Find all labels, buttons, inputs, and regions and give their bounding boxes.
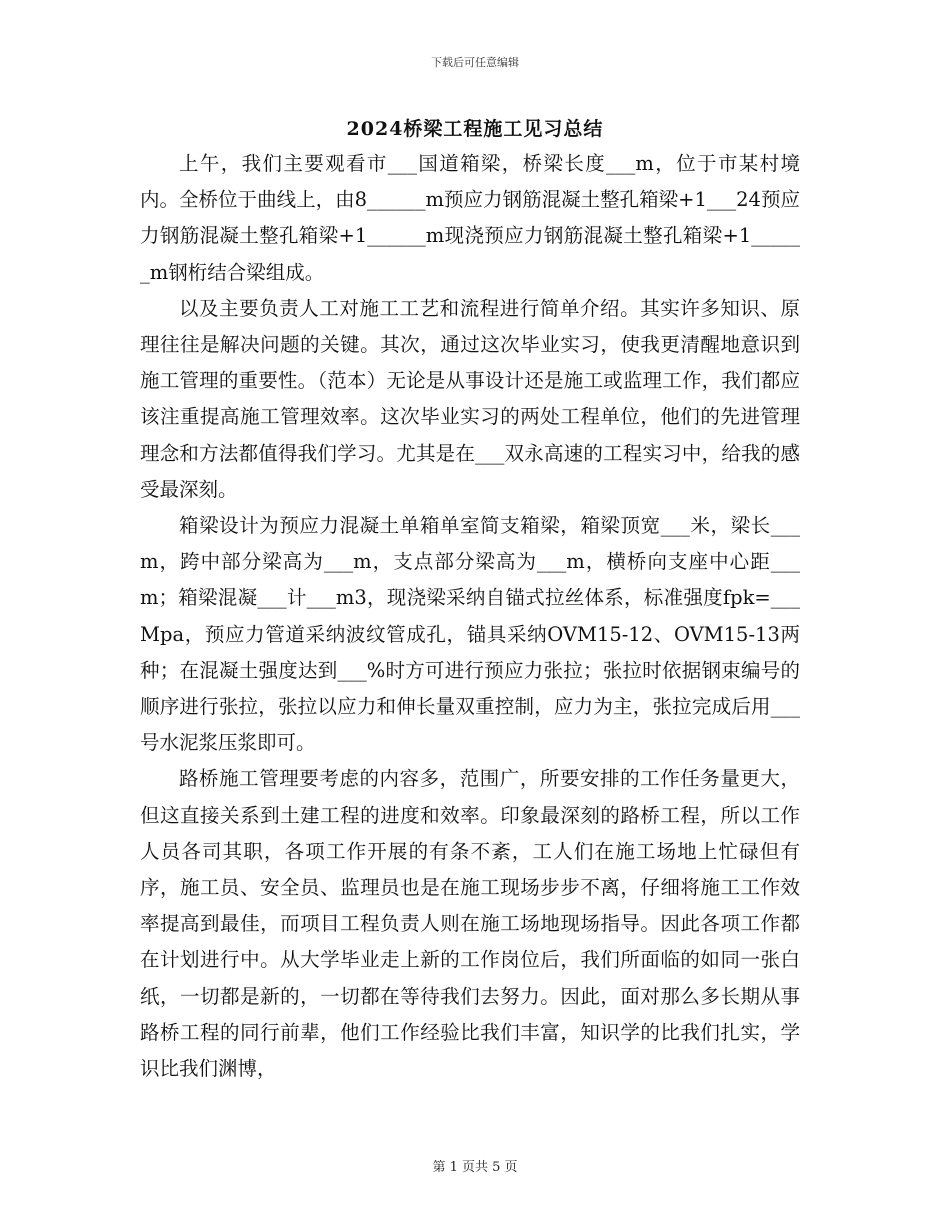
page-footer: 第 1 页共 5 页 [432, 1160, 518, 1175]
paragraph: 上午，我们主要观看市___国道箱梁，桥梁长度___m，位于市某村境内。全桥位于曲线上，由8______m预应力钢筋混凝土整孔箱梁+1___24预应力钢筋混凝土整孔箱梁+1______m现浇预应力钢筋混凝土整孔箱梁+1______m钢桁结合梁组成。 [140, 152, 800, 284]
paragraph: 箱梁设计为预应力混凝土单箱单室简支箱梁，箱梁顶宽___米，梁长___m，跨中部分梁高为___m，支点部分梁高为___m，横桥向支座中心距___m；箱梁混凝___计___m3，现浇梁采纳自锚式拉丝体系，标准强度fpk=___Mpa，预应力管道采纳波纹管成孔，锚具采纳OVM15-12、OVM15-13两种；在混凝土强度达到___%时方可进行预应力张拉；张拉时依据钢束编号的顺序进行张拉，张拉以应力和伸长量双重控制，应力为主，张拉完成后用___号水泥浆压浆即可。 [140, 514, 800, 755]
page-header: 下载后可任意编辑 [431, 56, 519, 69]
paragraph: 以及主要负责人工对施工工艺和流程进行简单介绍。其实许多知识、原理往往是解决问题的关键。其次，通过这次毕业实习，使我更清醒地意识到施工管理的重要性。（范本）无论是从事设计还是施工或监理工作，我们都应该注重提高施工管理效率。这次毕业实习的两处工程单位，他们的先进管理理念和方法都值得我们学习。尤其是在___双永高速的工程实习中，给我的感受最深刻。 [140, 296, 800, 501]
document-title: 2024桥梁工程施工见习总结 [346, 118, 604, 140]
document-body [140, 146, 800, 1087]
paragraph: 路桥施工管理要考虑的内容多，范围广，所要安排的工作任务量更大，但这直接关系到土建工程的进度和效率。印象最深刻的路桥工程，所以工作人员各司其职，各项工作开展的有条不紊，工人们在施工场地上忙碌但有序，施工员、安全员、监理员也是在施工现场步步不离，仔细将施工工作效率提高到最佳，而项目工程负责人则在施工场地现场指导。因此各项工作都在计划进行中。从大学毕业走上新的工作岗位后，我们所面临的如同一张白纸，一切都是新的，一切都在等待我们去努力。因此，面对那么多长期从事路桥工程的同行前辈，他们工作经验比我们丰富，知识学的比我们扎实，学识比我们渊博， [140, 767, 800, 1081]
